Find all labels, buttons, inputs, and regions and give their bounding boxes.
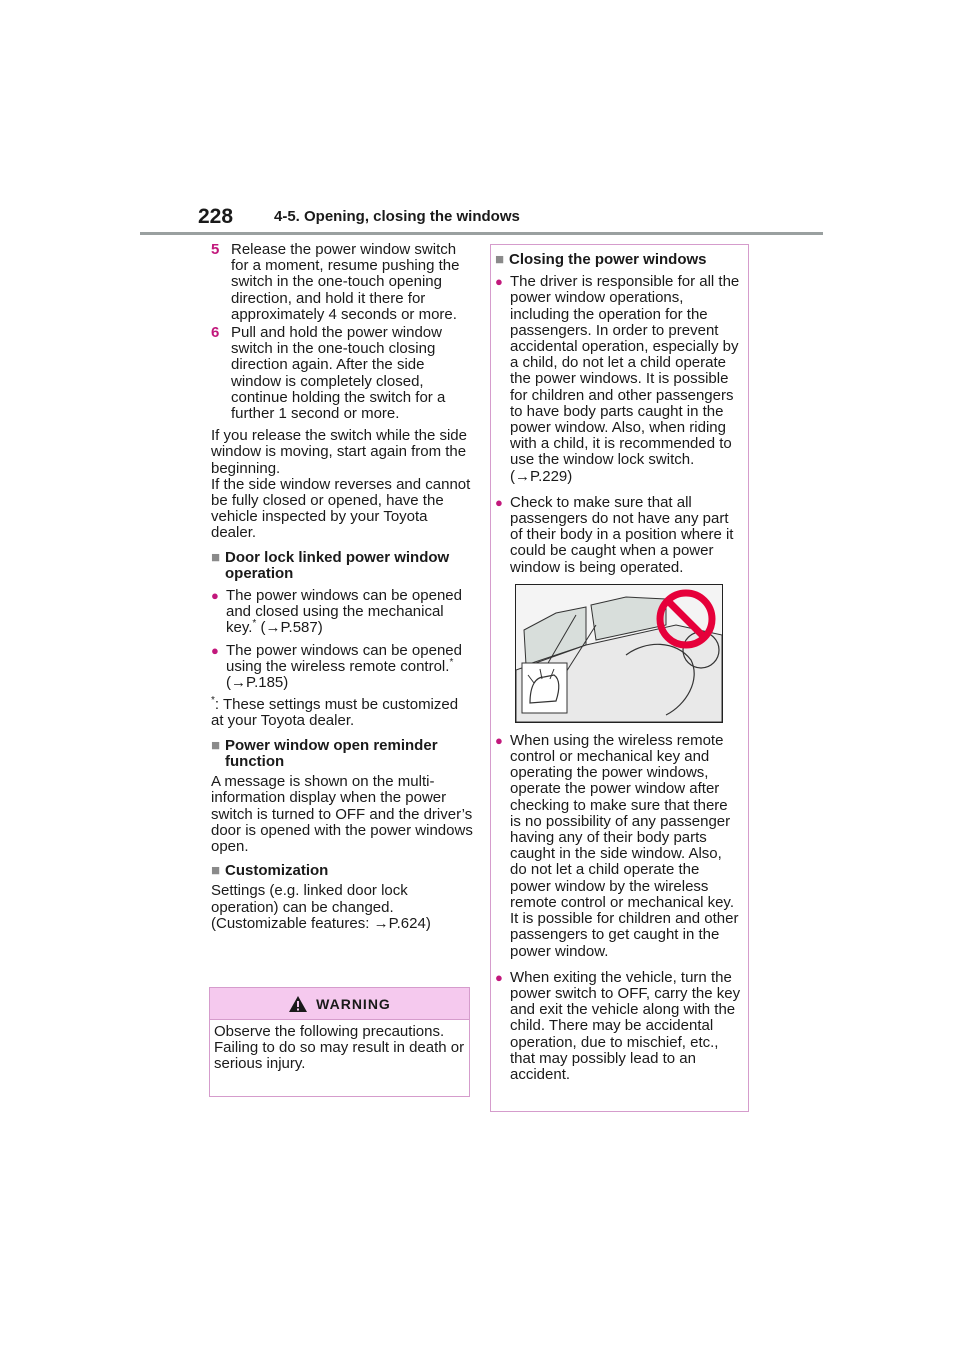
footnote-mark: * [211, 695, 215, 707]
square-bullet-icon: ■ [211, 736, 221, 754]
warning-header [210, 988, 469, 1020]
paragraph: A message is shown on the multi-information display when the power switch is turned to OFF and the driver’s door is opened with the power windows open. [211, 773, 473, 855]
header-divider [140, 232, 823, 235]
bullet-text: When using the wireless remote control or mechanical key and operating the power windows, operate the power window after checking to make sure that there is no possibility of any passenger having any of their body parts caught in the side window. Also, do not let a child operate the power window by the wireless remote control or mechanical key. It is possible for children and other passengers to get caught in the power window. [510, 731, 739, 960]
bullet-item [495, 495, 742, 576]
step-number: 6 [211, 324, 220, 342]
circle-bullet-icon: ● [495, 732, 503, 748]
section-title: 4-5. Opening, closing the windows [274, 208, 520, 225]
step-text: Pull and hold the power window switch in the one-touch closing direction again. After the side window is completely closed, continue holding the switch for a further 1 second or more. [231, 324, 446, 423]
illustration-window-hazard [515, 584, 723, 723]
bullet-text: The power windows can be opened using the wireless remote control. [226, 641, 462, 675]
bullet-text: Check to make sure that all passengers do not have any part of their body in a position where it could be caught when a power window is being operated. [510, 493, 734, 576]
subheading-door-lock [211, 550, 473, 582]
warning-title: WARNING [316, 995, 391, 1012]
bullet-text: When exiting the vehicle, turn the power switch to OFF, carry the key and exit the vehicle along with the child. There may be accidental operation, due to mischief, etc., that may possibly lead to an accident. [510, 968, 741, 1083]
step-5 [211, 242, 473, 323]
circle-bullet-icon: ● [495, 494, 503, 510]
step-6 [211, 325, 473, 422]
warning-icon [288, 995, 308, 1013]
circle-bullet-icon: ● [495, 969, 503, 985]
bullet-item [211, 588, 473, 637]
bullet-text: The driver is responsible for all the power window operations, including the operation for the passengers. In order to prevent accidental operation, especially by a child, do not let a child operate the power windows. It is possible for children and other passengers to have body parts caught in the power window. Also, when riding with a child, it is recommended to use the window lock switch. (→P.229) [510, 273, 740, 485]
page-header [198, 205, 822, 235]
subheading-text: Customization [225, 862, 329, 880]
warning-line: Failing to do so may result in death or serious injury. [214, 1039, 465, 1072]
circle-bullet-icon: ● [211, 588, 219, 604]
square-bullet-icon: ■ [495, 251, 505, 268]
footnote-text: : These settings must be customized at your Toyota dealer. [211, 696, 459, 730]
square-bullet-icon: ■ [211, 862, 221, 880]
bullet-item [495, 970, 742, 1083]
circle-bullet-icon: ● [211, 642, 219, 658]
paragraph: Settings (e.g. linked door lock operation) can be changed. (Customizable features: →P.624) [211, 882, 431, 932]
warning-body [210, 1020, 469, 1076]
subheading-reminder [211, 738, 473, 770]
bullet-item [495, 733, 742, 960]
footnote [211, 697, 473, 729]
warning-box [209, 987, 470, 1097]
page-reference: (→P.587) [256, 619, 323, 637]
bullet-item [495, 274, 742, 485]
subheading-text: Door lock linked power window operation [225, 548, 450, 582]
subheading-customization [211, 863, 473, 879]
paragraph: If the side window reverses and cannot be fully closed or opened, have the vehicle inspected by your Toyota dealer. [211, 475, 471, 542]
page-reference: (→P.185) [226, 674, 289, 692]
bullet-text: The power windows can be opened and closed using the mechanical key. [226, 587, 462, 637]
circle-bullet-icon: ● [495, 274, 503, 290]
right-warning-column [490, 244, 749, 1112]
footnote-mark: * [449, 656, 454, 668]
warning-line: Observe the following precautions. [214, 1023, 445, 1040]
car-interior-illustration [516, 585, 722, 722]
footnote-mark: * [252, 618, 257, 630]
left-column [211, 242, 473, 938]
page-number: 228 [198, 205, 234, 228]
subheading-closing [495, 252, 742, 268]
subheading-text: Power window open reminder function [225, 736, 438, 770]
square-bullet-icon: ■ [211, 548, 221, 566]
subheading-text: Closing the power windows [509, 251, 707, 268]
bullet-item [211, 643, 473, 692]
paragraph: If you release the switch while the side window is moving, start again from the beginning. [211, 427, 467, 477]
step-text: Release the power window switch for a moment, resume pushing the switch in the one-touch opening direction, and hold it there for approximately 4 seconds or more. [231, 241, 460, 323]
step-number: 5 [211, 241, 220, 258]
